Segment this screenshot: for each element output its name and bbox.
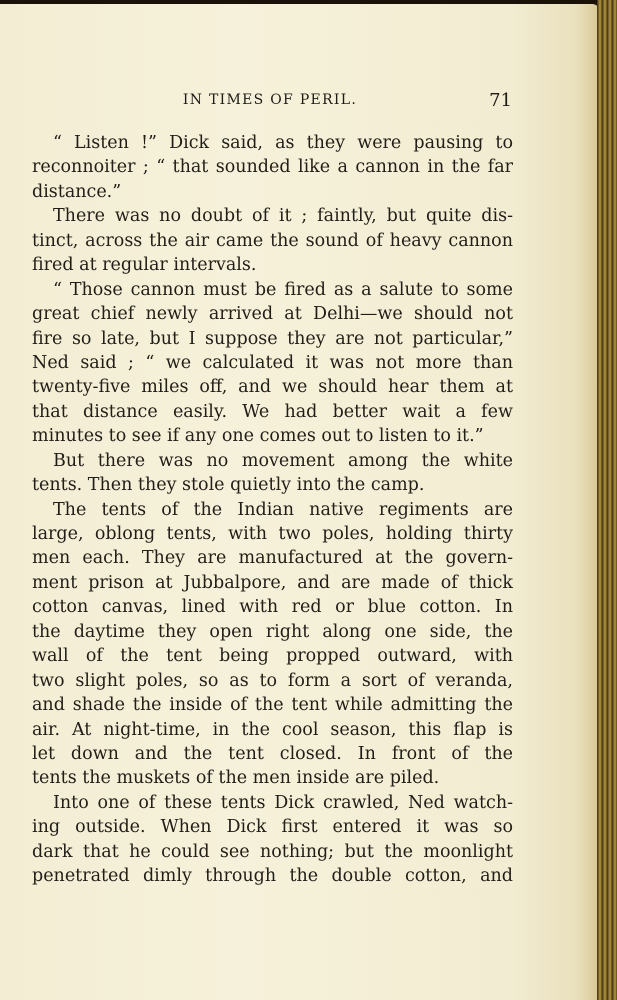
running-header	[30, 90, 510, 112]
text-line: tinct, across the air came the sound of heavy cannon	[32, 230, 513, 251]
text-line: the daytime they open right along one side, the	[32, 621, 513, 642]
text-line: let down and the tent closed. In front of the	[32, 743, 513, 764]
text-line: ment prison at Jubbalpore, and are made of thick	[32, 572, 513, 593]
text-line: wall of the tent being propped outward, with	[32, 646, 513, 667]
text-line: ing outside. When Dick first entered it was so	[32, 817, 513, 838]
text-line: two slight poles, so as to form a sort of veranda,	[32, 670, 513, 691]
text-line: that distance easily. We had better wait a few	[32, 401, 513, 422]
text-line: penetrated dimly through the double cotton, and	[32, 866, 513, 887]
text-line: There was no doubt of it ; faintly, but quite dis-	[53, 206, 513, 227]
text-line: Into one of these tents Dick crawled, Ned watch-	[53, 792, 513, 813]
text-line: reconnoiter ; “ that sounded like a cannon in the far	[32, 157, 513, 178]
text-line: tents. Then they stole quietly into the camp.	[32, 475, 425, 496]
text-line: great chief newly arrived at Delhi—we should not	[32, 304, 513, 325]
text-line: Ned said ; “ we calculated it was not more than	[32, 352, 513, 373]
text-line: distance.”	[32, 181, 122, 202]
text-line: and shade the inside of the tent while admitting the	[32, 695, 513, 716]
book-page	[0, 4, 600, 1000]
text-line: fired at regular intervals.	[32, 255, 257, 276]
text-line: tents the muskets of the men inside are piled.	[32, 768, 440, 789]
text-line: dark that he could see nothing; but the moonlight	[32, 841, 513, 862]
text-line: fire so late, but I suppose they are not particular,”	[32, 328, 513, 349]
text-line: twenty-five miles off, and we should hear them at	[32, 377, 513, 398]
text-body	[32, 131, 513, 889]
text-line: minutes to see if any one comes out to listen to it.”	[32, 426, 484, 447]
page-number: 71	[489, 90, 512, 111]
text-line: “ Those cannon must be fired as a salute to some	[53, 279, 513, 300]
text-line: The tents of the Indian native regiments are	[53, 499, 513, 520]
text-line: But there was no movement among the white	[53, 450, 513, 471]
text-line: cotton canvas, lined with red or blue cotton. In	[32, 597, 513, 618]
book-page-edge	[597, 0, 617, 1000]
text-line: air. At night-time, in the cool season, this flap is	[32, 719, 513, 740]
text-line: “ Listen !” Dick said, as they were pausing to	[53, 133, 513, 153]
running-title: IN TIMES OF PERIL.	[182, 92, 358, 108]
text-line: large, oblong tents, with two poles, holding thirty	[32, 524, 513, 544]
text-line: men each. They are manufactured at the govern-	[32, 548, 513, 569]
